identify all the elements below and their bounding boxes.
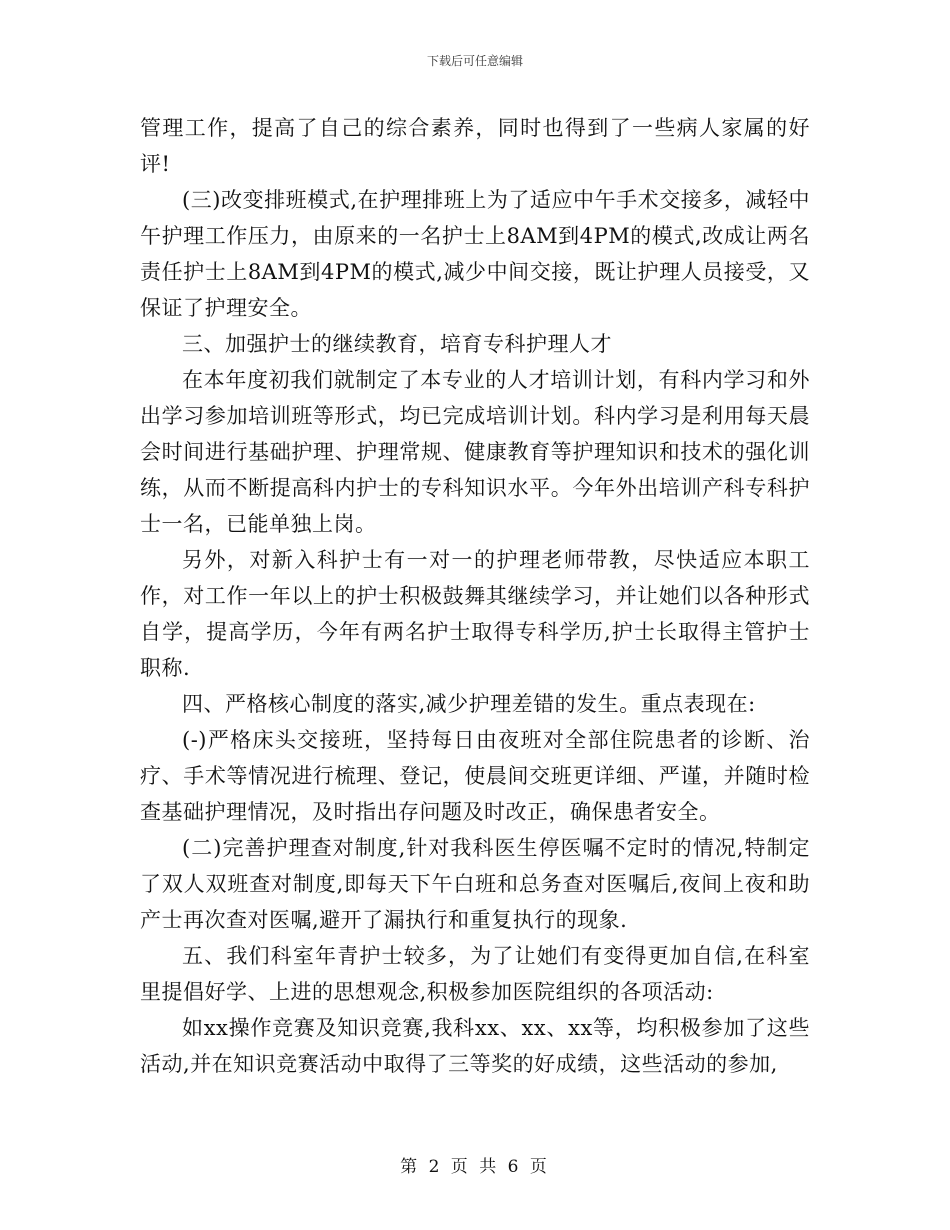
document-body: [140, 110, 810, 1082]
paragraph-2: (三)改变排班模式,在护理排班上为了适应中午手术交接多，减轻中午护理工作压力，由原来的一名护士上8AM到4PM的模式,改成让两名责任护士上8AM到4PM的模式,减少中间交接，既让护理人员接受，又保证了护理安全。: [140, 188, 810, 320]
paragraph-4: 在本年度初我们就制定了本专业的人才培训计划，有科内学习和外出学习参加培训班等形式，均已完成培训计划。科内学习是利用每天晨会时间进行基础护理、护理常规、健康教育等护理知识和技术的强化训练，从而不断提高科内护士的专科知识水平。今年外出培训产科专科护士一名，已能单独上岗。: [140, 368, 810, 536]
page-header: 下载后可任意编辑: [426, 54, 523, 68]
paragraph-7: (-)严格床头交接班，坚持每日由夜班对全部住院患者的诊断、治疗、手术等情况进行梳理、登记，使晨间交班更详细、严谨，并随时检查基础护理情况，及时指出存问题及时改正，确保患者安全。: [140, 728, 810, 824]
section-heading-3: 三、加强护士的继续教育，培育专科护理人才: [182, 332, 612, 356]
paragraph-5: 另外，对新入科护士有一对一的护理老师带教，尽快适应本职工作，对工作一年以上的护士积极鼓舞其继续学习，并让她们以各种形式自学，提高学历，今年有两名护士取得专科学历,护士长取得主管护士职称.: [140, 548, 810, 680]
paragraph-10: 如xx操作竞赛及知识竞赛,我科xx、xx、xx等，均积极参加了这些活动,并在知识竞赛活动中取得了三等奖的好成绩，这些活动的参加,: [140, 1016, 810, 1076]
section-heading-4: 四、严格核心制度的落实,减少护理差错的发生。重点表现在:: [182, 692, 756, 716]
paragraph-8: (二)完善护理查对制度,针对我科医生停医嘱不定时的情况,特制定了双人双班查对制度,即每天下午白班和总务查对医嘱后,夜间上夜和助产士再次查对医嘱,避开了漏执行和重复执行的现象.: [140, 836, 810, 932]
section-heading-5: 五、我们科室年青护士较多，为了让她们有变得更加自信,在科室里提倡好学、上进的思想观念,积极参加医院组织的各项活动:: [140, 944, 810, 1004]
paragraph-1: 管理工作，提高了自己的综合素养，同时也得到了一些病人家属的好评!: [140, 116, 810, 176]
page-footer: 第 2 页 共 6 页: [400, 1157, 550, 1177]
